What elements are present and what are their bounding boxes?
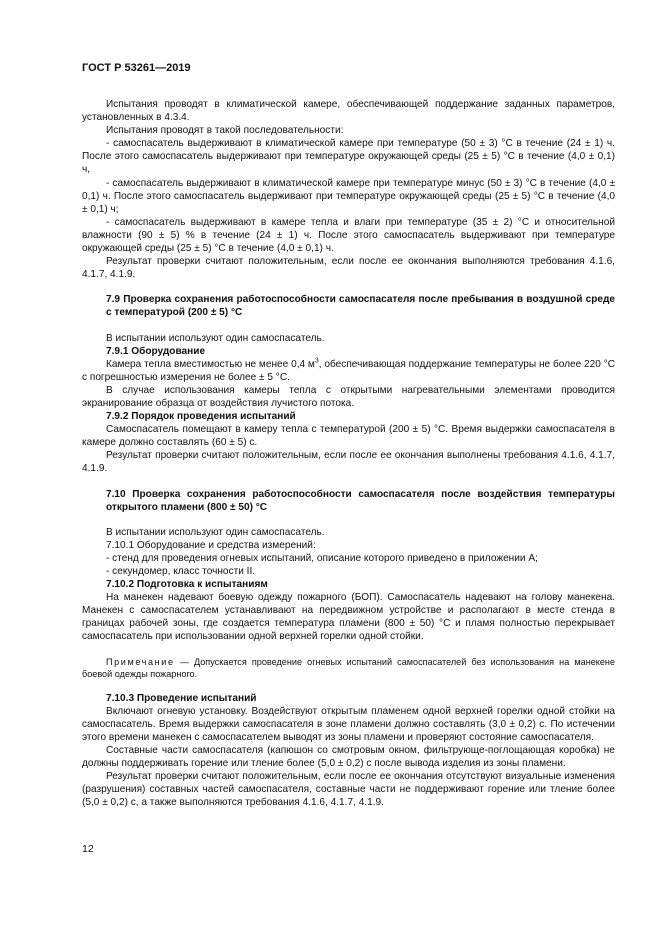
section-heading: 7.9.1 Оборудование	[106, 345, 206, 357]
paragraph	[82, 358, 615, 384]
paragraph: - самоспасатель выдерживают в климатической камере при температуре (50 ± 3) °С в течение (24 ± 1) ч. После этого самоспасатель выдерживают при температуре окружающей среды (25 ± 5) °С в течение (4,0 ± 0,1) ч,	[82, 138, 615, 176]
note-text: — Допускается проведение огневых испытаний самоспасателей без использования на манекене боевой одежды пожарного.	[82, 656, 615, 679]
section-heading: 7.10.2 Подготовка к испытаниям	[106, 579, 268, 591]
paragraph: В испытании используют один самоспасатель.	[106, 332, 325, 344]
paragraph: На манекен надевают боевую одежду пожарного (БОП). Самоспасатель надевают на голову манекена. Манекен с самоспасателем устанавливают на передвижном устройстве и располагают в месте стенда в границах рабочей зоны, где создается температура пламени (800 ± 50) °С и пламя полностью перекрывает самоспасатель при использовании одной верхней горелки одной стойки.	[82, 592, 615, 643]
note-label: Примечание	[106, 656, 175, 667]
paragraph: - стенд для проведения огневых испытаний, описание которого приведено в приложении А;	[106, 552, 538, 564]
paragraph-text: , обеспечивающая поддержание температуры не более 220 °С с погрешностью измерения не более ± 5 °С.	[82, 358, 616, 383]
section-heading: 7.9 Проверка сохранения работоспособности самоспасателя после пребывания в воздушной среде с температурой (200 ± 5) °С	[106, 294, 615, 319]
paragraph: В случае использования камеры тепла с открытыми нагревательными элементами проводится экранирование образца от воздействия лучистого потока.	[82, 384, 615, 409]
paragraph: 7.10.1 Оборудование и средства измерений:	[106, 539, 316, 551]
section-heading: 7.9.2 Порядок проведения испытаний	[106, 411, 296, 423]
paragraph: Испытания проводят в такой последовательности:	[106, 125, 344, 137]
paragraph: Включают огневую установку. Воздействуют открытым пламенем одной верхней горелки одной стойки на самоспасатель. Время выдержки самоспасателя в зоне пламени должно составлять (3,0 ± 0,2) с. По истечении этого времени манекен с самоспасателем выводят из зоны пламени и проверяют состояние самоспасателя.	[82, 705, 615, 743]
note	[82, 656, 615, 680]
paragraph: Результат проверки считают положительным, если после ее окончания выполнены требования 4.1.6, 4.1.7, 4.1.9.	[82, 450, 615, 475]
section-heading: 7.10 Проверка сохранения работоспособности самоспасателя после воздействия температуры открытого пламени (800 ± 50) °С	[106, 488, 615, 513]
paragraph: В испытании используют один самоспасатель.	[106, 526, 325, 538]
page-number: 12	[82, 843, 94, 855]
paragraph: Испытания проводят в климатической камере, обеспечивающей поддержание заданных параметров, установленных в 4.3.4.	[82, 99, 615, 124]
paragraph: Составные части самоспасателя (капюшон со смотровым окном, фильтрующе-поглощающая коробка) не должны поддерживать горение или тление более (5,0 ± 0,2) с после вывода изделия из зоны пламени.	[82, 744, 615, 770]
paragraph: Результат проверки считают положительным, если после ее окончания выполняются требования 4.1.6, 4.1.7, 4.1.9.	[82, 256, 615, 281]
superscript: 3	[314, 357, 319, 365]
document-body	[82, 98, 615, 809]
paragraph: - самоспасатель выдерживают в камере тепла и влаги при температуре (35 ± 2) °С и относительной влажности (90 ± 5) % в течение (24 ± 1) ч. После этого самоспасатель выдерживают при температуре окружающей среды (25 ± 5) °С в течение (4,0 ± 0,1) ч.	[82, 216, 615, 255]
section-heading: 7.10.3 Проведение испытаний	[106, 692, 257, 704]
paragraph: Самоспасатель помещают в камеру тепла с температурой (200 ± 5) °С. Время выдержки самоспасателя в камере должно составлять (60 ± 5) с.	[82, 424, 615, 449]
paragraph: Результат проверки считают положительным, если после ее окончания отсутствуют визуальные изменения (разрушения) составных частей самоспасателя, составные части не поддерживают горение или тление более (5,0 ± 0,2) с, а также выполняются требования 4.1.6, 4.1.7, 4.1.9.	[82, 771, 615, 809]
paragraph: - самоспасатель выдерживают в климатической камере при температуре минус (50 ± 3) °С в течение (4,0 ± 0,1) ч. После этого самоспасатель выдерживают при температуре окружающей среды (25 ± 5) °С в течение (4,0 ± 0,1) ч;	[82, 177, 615, 215]
paragraph-text: Камера тепла вместимостью не менее 0,4 м	[106, 358, 315, 370]
document-header: ГОСТ Р 53261—2019	[82, 62, 191, 74]
paragraph: - секундомер, класс точности II.	[106, 566, 256, 577]
